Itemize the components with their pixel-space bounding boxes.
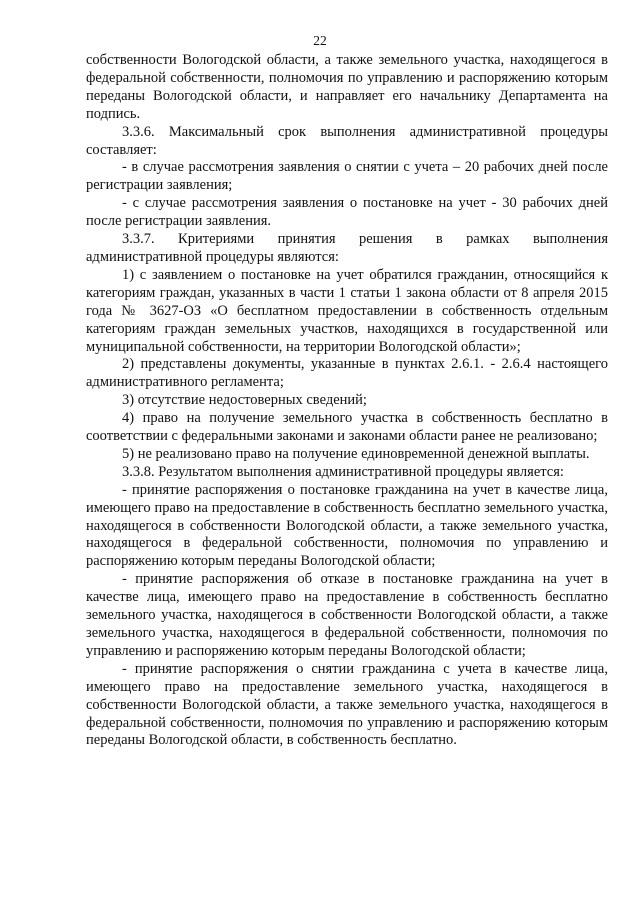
paragraph: 3.3.6. Максимальный срок выполнения административной процедуры составляет: [86,123,608,158]
paragraph: 3) отсутствие недостоверных сведений; [122,392,367,409]
paragraph: - принятие распоряжения о снятии гражданина с учета в качестве лица, имеющего право на предоставление земельного участка, находящегося в собственности Вологодской области, а также земельного участка, находящегося в федеральной собственности, полномочия по управлению и распоряжению которым переданы Вологодской области, в собственность бесплатно. [86,660,608,749]
paragraph: 1) с заявлением о постановке на учет обратился гражданин, относящийся к категориям граждан, указанных в части 1 статьи 1 закона области от 8 апреля 2015 года № 3627-ОЗ «О бесплатном предоставлении в собственность отдельным категориям граждан земельных участков, находящихся в государственной или муниципальной собственности, на территории Вологодской области»; [86,266,608,355]
paragraph: - с случае рассмотрения заявления о постановке на учет - 30 рабочих дней после регистрации заявления. [86,195,608,230]
page-number: 22 [313,33,327,48]
paragraph: 3.3.8. Результатом выполнения административной процедуры является: [122,463,564,480]
document-body [86,52,608,750]
paragraph: 4) право на получение земельного участка в собственность бесплатно в соответствии с федеральными законами и законами области ранее не реализовано; [86,410,608,445]
paragraph: - принятие распоряжения об отказе в постановке гражданина на учет в качестве лица, имеющего право на предоставление в собственность бесплатно земельного участка, находящегося в собственности Вологодской области, а также земельного участка, находящегося в федеральной собственности, полномочия по управлению и распоряжению которым переданы Вологодской области; [86,571,608,659]
paragraph: - в случае рассмотрения заявления о снятии с учета – 20 рабочих дней после регистрации заявления; [86,159,608,194]
paragraph: 3.3.7. Критериями принятия решения в рамках выполнения административной процедуры являются: [86,231,608,265]
paragraph: 2) представлены документы, указанные в пунктах 2.6.1. - 2.6.4 настоящего административного регламента; [86,356,608,391]
paragraph: 5) не реализовано право на получение единовременной денежной выплаты. [122,445,590,462]
paragraph: собственности Вологодской области, а также земельного участка, находящегося в федеральной собственности, полномочия по управлению и распоряжению которым переданы Вологодской области, и направляет его начальнику Департамента на подпись. [86,52,608,122]
paragraph: - принятие распоряжения о постановке гражданина на учет в качестве лица, имеющего право на предоставление в собственность бесплатно земельного участка, находящегося в собственности Вологодской области, а также земельного участка, находящегося в федеральной собственности, полномочия по управлению и распоряжению которым переданы Вологодской области; [86,481,608,570]
